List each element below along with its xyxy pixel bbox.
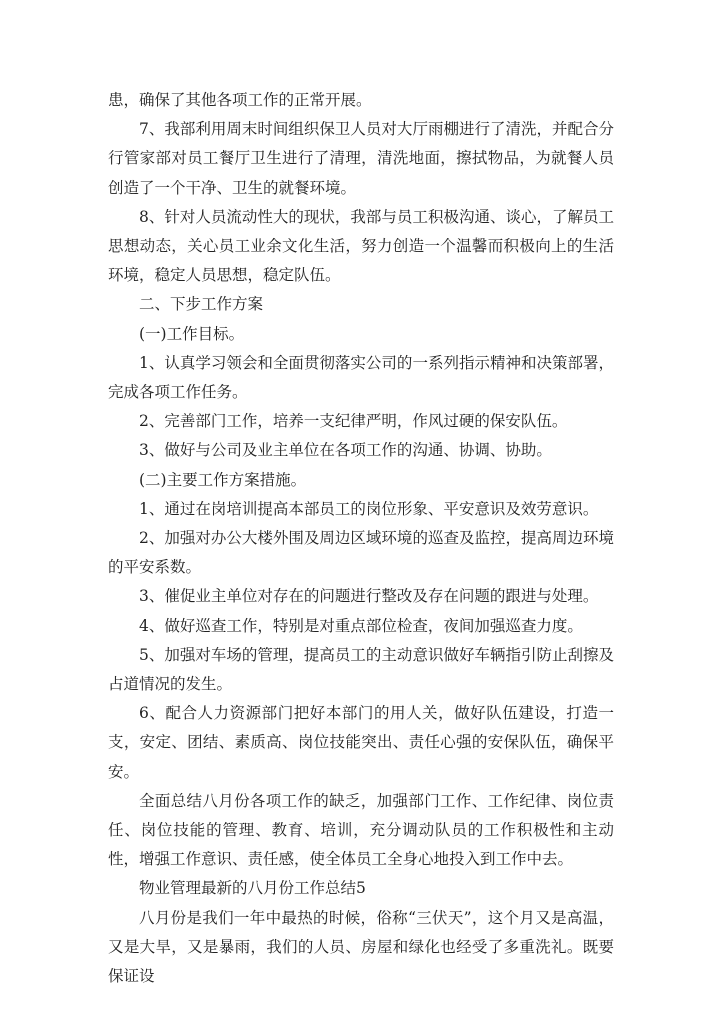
measure-item-4: 4、做好巡查工作，特别是对重点部位检查，夜间加强巡查力度。 xyxy=(139,616,583,635)
section-heading-next-plan: 二、下步工作方案 xyxy=(139,295,264,314)
goal-item-2: 2、完善部门工作，培养一支纪律严明，作风过硬的保安队伍。 xyxy=(139,412,568,431)
measure-item-5: 5、加强对车场的管理，提高员工的主动意识做好车辆指引防止刮擦及占道情况的发生。 xyxy=(108,645,614,694)
paragraph-item-7: 7、我部利用周末时间组织保卫人员对大厅雨棚进行了清洗，并配合分行管家部对员工餐厅卫生进行了清理，清洗地面，擦拭物品，为就餐人员创造了一个干净、卫生的就餐环境。 xyxy=(108,120,614,197)
goal-item-3: 3、做好与公司及业主单位在各项工作的沟通、协调、协助。 xyxy=(139,441,552,460)
article-title-5: 物业管理最新的八月份工作总结5 xyxy=(139,879,366,898)
measure-item-2: 2、加强对办公大楼外围及周边区域环境的巡查及监控，提高周边环境的平安系数。 xyxy=(108,529,614,577)
paragraph-continuation: 患，确保了其他各项工作的正常开展。 xyxy=(108,91,372,109)
subsection-heading-goals: (一)工作目标。 xyxy=(139,324,245,343)
measure-item-1: 1、通过在岗培训提高本部员工的岗位形象、平安意识及效劳意识。 xyxy=(139,499,599,518)
article-5-intro: 八月份是我们一年中最热的时候，俗称“三伏天”，这个月又是高温，又是大旱，又是暴雨，我们的人员、房屋和绿化也经受了多重洗礼。既要保证设 xyxy=(108,908,614,986)
measure-item-3: 3、催促业主单位对存在的问题进行整改及存在问题的跟进与处理。 xyxy=(139,587,599,606)
paragraph-item-8: 8、针对人员流动性大的现状，我部与员工积极沟通、谈心，了解员工思想动态，关心员工业余文化生活，努力创造一个温馨而积极向上的生活环境，稳定人员思想，稳定队伍。 xyxy=(108,207,614,285)
document-body xyxy=(108,86,614,991)
goal-item-1: 1、认真学习领会和全面贯彻落实公司的一系列指示精神和决策部署，完成各项工作任务。 xyxy=(108,353,614,402)
subsection-heading-measures: (二)主要工作方案措施。 xyxy=(139,470,307,489)
summary-paragraph: 全面总结八月份各项工作的缺乏，加强部门工作、工作纪律、岗位责任、岗位技能的管理、教育、培训，充分调动队员的工作积极性和主动性，增强工作意识、责任感，使全体员工全身心地投入到工作中去。 xyxy=(108,791,614,869)
measure-item-6: 6、配合人力资源部门把好本部门的用人关，做好队伍建设，打造一支，安定、团结、素质高、岗位技能突出、责任心强的安保队伍，确保平安。 xyxy=(108,704,614,781)
